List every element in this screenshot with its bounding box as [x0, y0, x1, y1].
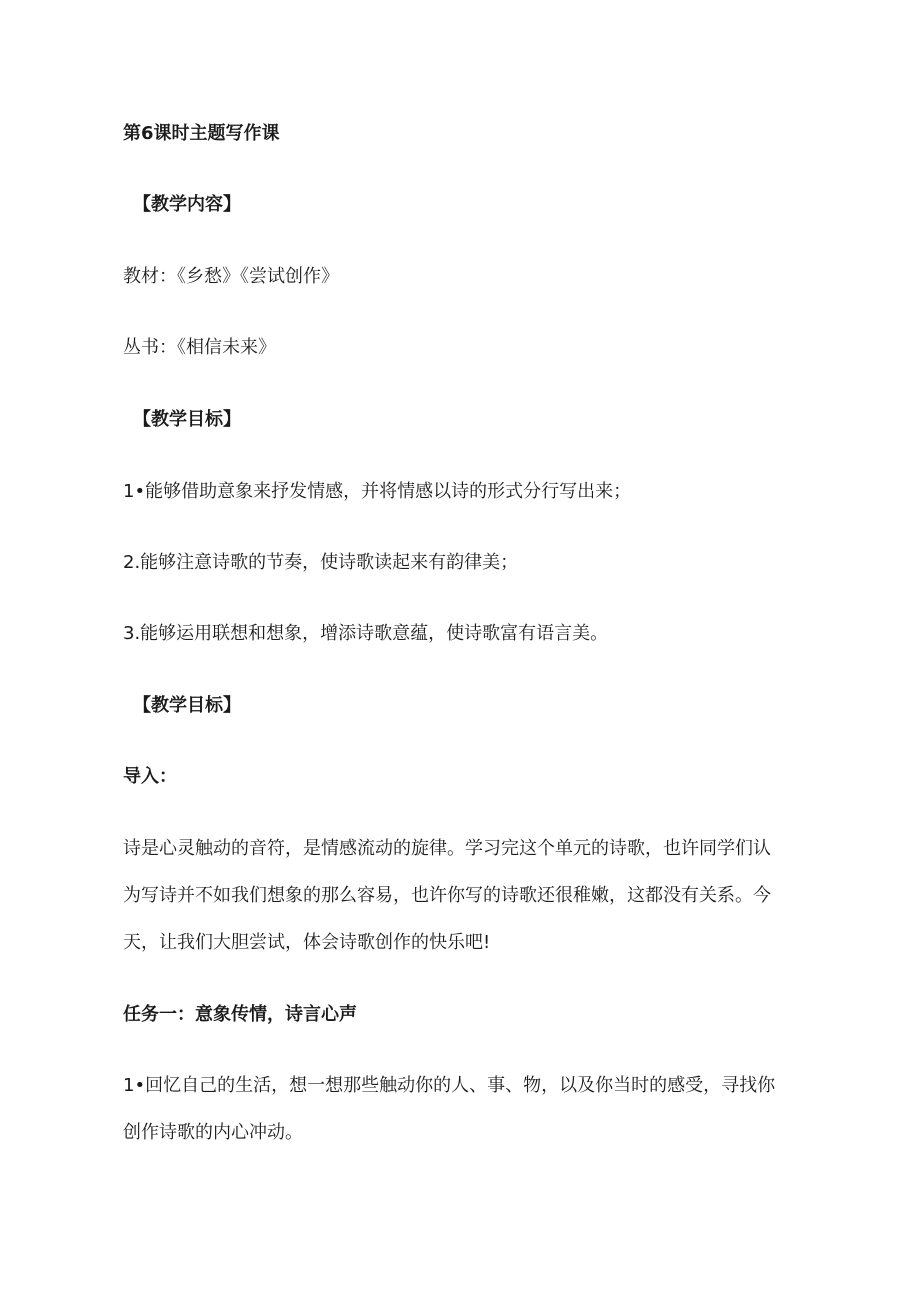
intro-heading: 导入： [123, 766, 177, 787]
section-heading-goals: 【教学目标】 [133, 409, 241, 430]
lesson-title: 第6课时主题写作课 [123, 123, 280, 144]
section-heading-content: 【教学内容】 [133, 194, 241, 215]
goal-item: 2.能够注意诗歌的节奏，使诗歌读起来有韵律美； [123, 552, 519, 573]
goal-item: 1•能够借助意象来抒发情感，并将情感以诗的形式分行写出来； [123, 481, 632, 502]
section-heading-goals-2: 【教学目标】 [133, 695, 241, 716]
goal-item: 3.能够运用联想和想象，增添诗歌意蕴，使诗歌富有语言美。 [123, 623, 609, 644]
material-textbook: 教材：《乡愁》《尝试创作》 [123, 266, 339, 287]
task1-line: 1•回忆自己的生活，想一想那些触动你的人、事、物，以及你当时的感受，寻找你 [123, 1075, 776, 1096]
task1-line: 创作诗歌的内心冲动。 [123, 1122, 303, 1143]
intro-line: 天，让我们大胆尝试，体会诗歌创作的快乐吧! [123, 932, 491, 953]
task1-heading: 任务一：意象传情，诗言心声 [123, 1004, 357, 1025]
intro-line: 为写诗并不如我们想象的那么容易，也许你写的诗歌还很稚嫩，这都没有关系。今 [123, 885, 771, 906]
intro-line: 诗是心灵触动的音符，是情感流动的旋律。学习完这个单元的诗歌，也许同学们认 [123, 838, 771, 859]
material-series: 丛书：《相信未来》 [123, 337, 276, 358]
